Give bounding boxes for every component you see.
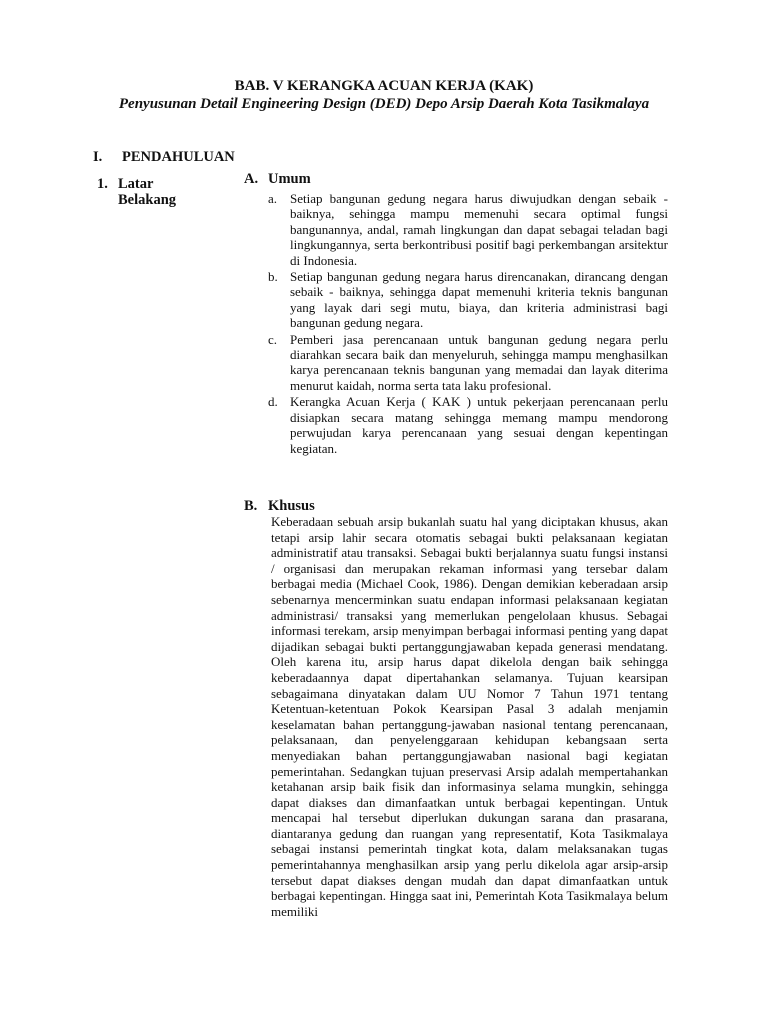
document-title: BAB. V KERANGKA ACUAN KERJA (KAK)	[234, 78, 534, 94]
umum-marker: A.	[244, 171, 259, 187]
list-item-marker: d.	[268, 394, 278, 410]
list-item	[268, 394, 668, 456]
list-item	[268, 332, 668, 394]
list-item-text: Setiap bangunan gedung negara harus direncanakan, dirancang dengan sebaik - baiknya, sehingga dapat memenuhi kriteria teknis bangunan yang layak dari segi mutu, biaya, dan kriteria administrasi bagi bangunan gedung negara.	[290, 269, 668, 331]
khusus-heading: Khusus	[268, 498, 315, 514]
list-item-text: Setiap bangunan gedung negara harus diwujudkan dengan sebaik - baiknya, sehingga mampu memenuhi secara optimal fungsi bangunannya, andal, ramah lingkungan dan dapat sebagai teladan bagi lingkungannya, serta berkontribusi positif bagi perkembangan arsitektur di Indonesia.	[290, 191, 668, 268]
document-subtitle: Penyusunan Detail Engineering Design (DED) Depo Arsip Daerah Kota Tasikmalaya	[118, 96, 650, 112]
list-item-marker: b.	[268, 269, 278, 285]
umum-list	[268, 191, 668, 457]
section-title: PENDAHULUAN	[122, 149, 235, 165]
list-item-marker: a.	[268, 191, 278, 206]
khusus-marker: B.	[244, 498, 258, 514]
list-item-text: Kerangka Acuan Kerja ( KAK ) untuk pekerjaan perencanaan perlu disiapkan secara matang sehingga memang mampu mendorong perwujudan karya perencanaan yang sesuai dengan kepentingan kegiatan.	[290, 394, 668, 456]
list-item	[268, 269, 668, 331]
umum-heading: Umum	[268, 171, 311, 187]
list-item-text: Pemberi jasa perencanaan untuk bangunan gedung negara perlu diarahkan secara baik dan menyeluruh, sehingga mampu menghasilkan karya perencanaan teknis bangunan yang memadai dan layak diterima menurut kaidah, norma serta tata laku profesional.	[290, 331, 668, 393]
list-item	[268, 191, 668, 268]
section-number: I.	[93, 149, 103, 165]
subsection-label-line1: Latar	[118, 176, 154, 192]
subsection-number: 1.	[97, 176, 108, 192]
subsection-label-line2: Belakang	[118, 192, 177, 208]
khusus-paragraph: Keberadaan sebuah arsip bukanlah suatu hal yang diciptakan khusus, akan tetapi arsip lahir secara otomatis sebagai bukti pelaksanaan kegiatan administratif atau transaksi. Sebagai bukti berjalannya suatu fungsi instansi / organisasi dan merupakan rekaman informasi yang tersebar dalam berbagai media (Michael Cook, 1986). Dengan demikian keberadaan arsip sebenarnya mencerminkan suatu endapan informasi pelaksanaan kegiatan administrasi/ transaksi yang memerlukan pengelolaan khusus. Sebagai informasi terekam, arsip menyimpan berbagai informasi penting yang dapat dijadikan sebagai bukti pertanggungjawaban kepada generasi mendatang. Oleh karena itu, arsip harus dapat dikelola dengan baik sehingga keberadaannya dapat dipertahankan selamanya. Tujuan kearsipan sebagaimana dinyatakan dalam UU Nomor 7 Tahun 1971 tentang Ketentuan-ketentuan Pokok Kearsipan Pasal 3 adalah menjamin keselamatan bahan pertanggung-jawaban nasional tentang perencanaan, pelaksanaan, dan penyelenggaraan kehidupan kebangsaan serta menyediakan bahan pertanggungjawaban nasional bagi kegiatan pemerintahan. Sedangkan tujuan preservasi Arsip adalah mempertahankan ketahanan arsip baik fisik dan informasinya selama mungkin, sehingga dapat diakses dan dimanfaatkan untuk berbagai kepentingan. Untuk mencapai hal tersebut diperlukan dukungan sarana dan prasarana, diantaranya gedung dan ruangan yang representatif, Kota Tasikmalaya sebagai instansi pemerintah tingkat kota, dalam melaksanakan tugas pemerintahannya menghasilkan arsip yang perlu dikelola agar arsip-arsip tersebut dapat diakses dengan mudah dan dapat dimanfaatkan untuk berbagai kepentingan. Hingga saat ini, Pemerintah Kota Tasikmalaya belum memiliki	[271, 514, 668, 919]
list-item-marker: c.	[268, 331, 278, 347]
